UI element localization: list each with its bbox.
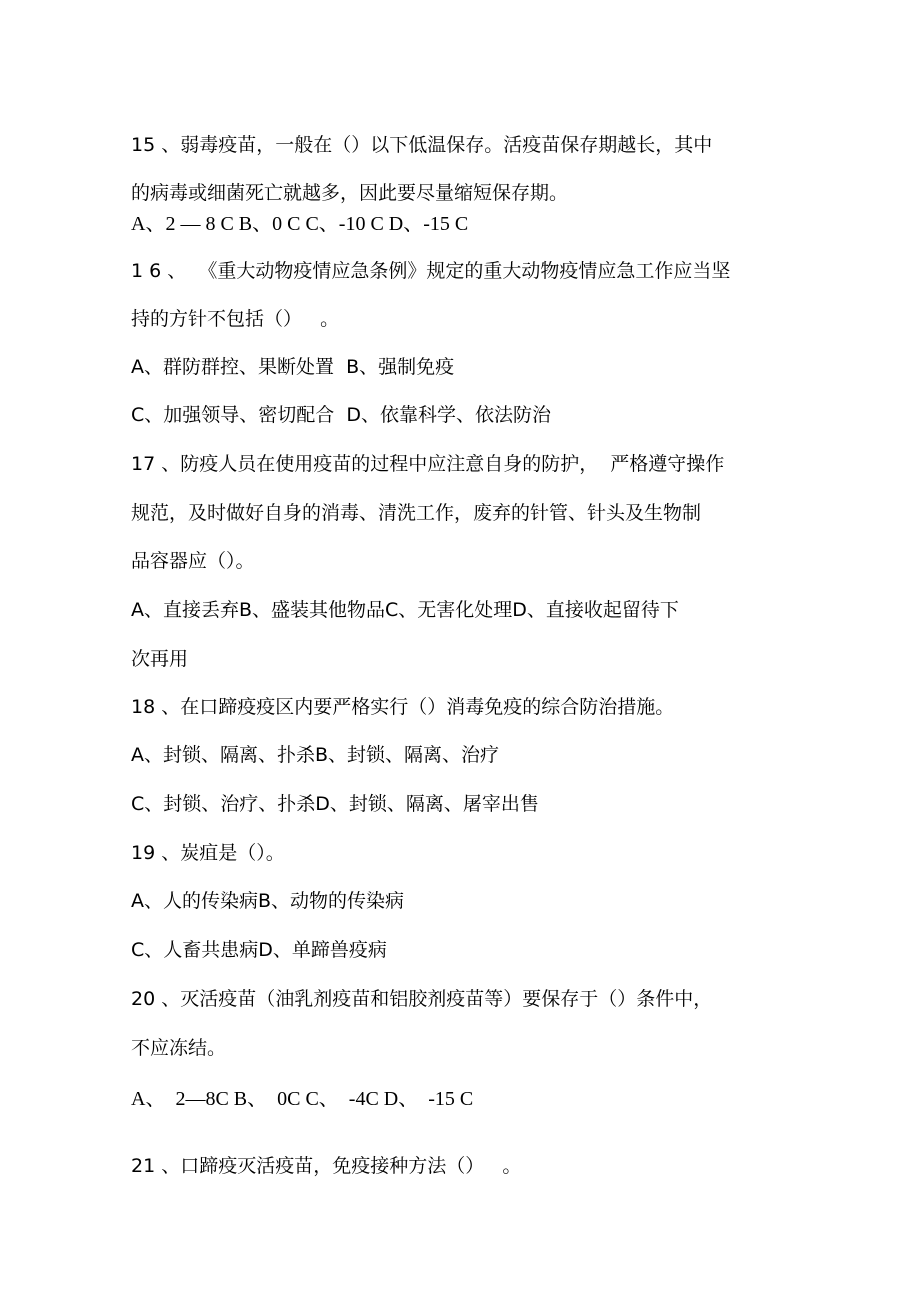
question-15-options: A、2 — 8 C B、0 C C、-10 C D、-15 C <box>131 213 469 235</box>
question-17-options-line-1: A、直接丢弃B、盛装其他物品C、无害化处理D、直接收起留待下 <box>131 599 679 621</box>
question-17-line-3: 品容器应（）。 <box>131 550 255 572</box>
question-16-line-1: 1 6 、 《重大动物疫情应急条例》规定的重大动物疫情应急工作应当坚 <box>131 260 731 282</box>
question-18-options-ab: A、封锁、隔离、扑杀B、封锁、隔离、治疗 <box>131 744 500 766</box>
question-16-options-cd: C、加强领导、密切配合 D、依靠科学、依法防治 <box>131 404 551 426</box>
question-18-line-1: 18 、在口蹄疫疫区内要严格实行（）消毒免疫的综合防治措施。 <box>131 696 675 718</box>
question-16-line-2: 持的方针不包括（） 。 <box>131 308 340 330</box>
question-17-line-2: 规范，及时做好自身的消毒、清洗工作，废弃的针管、针头及生物制 <box>131 502 702 524</box>
question-16-options-ab: A、群防群控、果断处置 B、强制免疫 <box>131 356 455 378</box>
question-19-options-cd: C、人畜共患病D、单蹄兽疫病 <box>131 939 387 961</box>
question-21-line-1: 21 、口蹄疫灭活疫苗，免疫接种方法（） 。 <box>131 1155 522 1177</box>
question-15-line-2: 的病毒或细菌死亡就越多，因此要尽量缩短保存期。 <box>131 182 569 204</box>
question-19-line-1: 19 、炭疽是（）。 <box>131 842 285 864</box>
question-17-options-line-2: 次再用 <box>131 648 189 670</box>
question-20-line-2: 不应冻结。 <box>131 1037 227 1059</box>
question-20-line-1: 20 、灭活疫苗（油乳剂疫苗和铝胶剂疫苗等）要保存于（）条件中， <box>131 988 713 1010</box>
question-18-options-cd: C、封锁、治疗、扑杀D、封锁、隔离、屠宰出售 <box>131 793 539 815</box>
question-20-options: A、 2—8C B、 0C C、 -4C D、 -15 C <box>131 1088 474 1110</box>
question-19-options-ab: A、人的传染病B、动物的传染病 <box>131 890 405 912</box>
question-15-line-1: 15 、弱毒疫苗，一般在（）以下低温保存。活疫苗保存期越长，其中 <box>131 134 713 156</box>
question-17-line-1: 17 、防疫人员在使用疫苗的过程中应注意自身的防护， 严格遵守操作 <box>131 453 725 475</box>
